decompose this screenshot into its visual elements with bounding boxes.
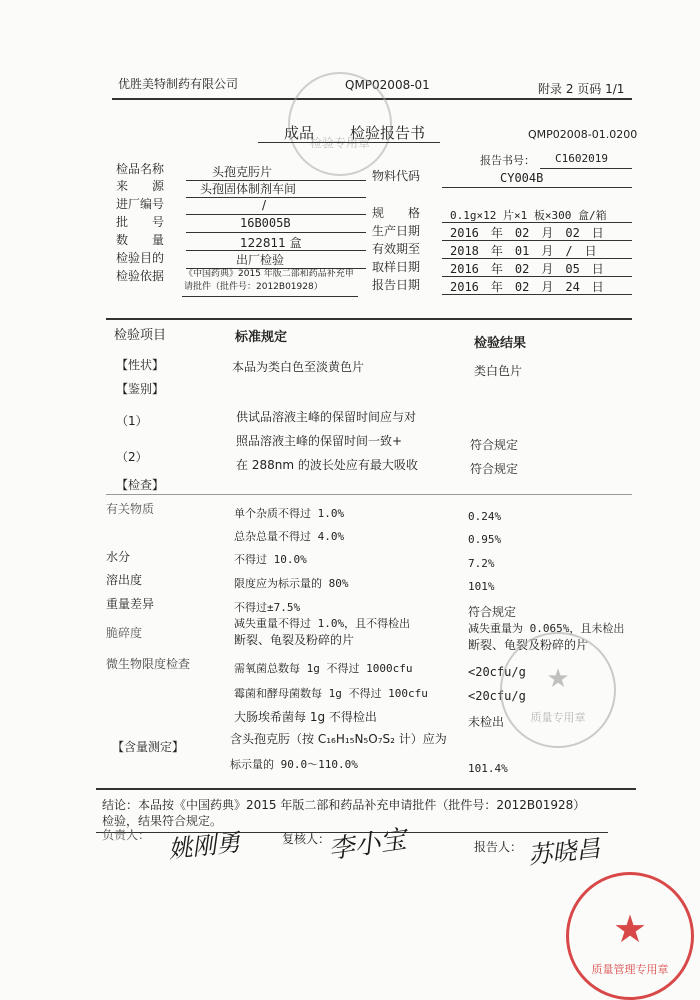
- table-row-item: 【性状】: [116, 358, 165, 372]
- table-row-item: 重量差异: [106, 597, 155, 611]
- table-row-item: 微生物限度检查: [106, 657, 191, 671]
- info-line: [442, 258, 632, 259]
- table-row-result: 101%: [468, 580, 495, 593]
- table-row-standard: 标示量的 90.0～110.0%: [230, 758, 358, 771]
- table-row-result: 7.2%: [468, 557, 495, 570]
- table-row-item: 水分: [106, 550, 131, 564]
- title-prefix: 成品: [284, 124, 315, 142]
- info-value-material: CY004B: [500, 171, 544, 185]
- table-row-standard: 不得过±7.5%: [234, 601, 301, 614]
- info-label-name: 检品名称: [116, 162, 165, 176]
- table-row-result: 减失重量为 0.065%，且未检出: [468, 622, 625, 635]
- form-code: QMP02008-01.0200: [528, 128, 638, 141]
- table-row-item: （2）: [116, 450, 148, 464]
- table-row-standard: 供试品溶液主峰的保留时间应与对: [236, 410, 417, 424]
- table-row-standard: 含头孢克肟（按 C₁₆H₁₅N₅O₇S₂ 计）应为: [230, 732, 447, 746]
- table-row-standard: 霉菌和酵母菌数每 1g 不得过 100cfu: [234, 687, 428, 700]
- title-underline: [258, 142, 440, 143]
- reporter-signature: 苏晓昌: [526, 834, 602, 870]
- info-label-material: 物料代码: [372, 169, 421, 183]
- section-divider: [106, 494, 632, 495]
- table-row-item: 有关物质: [106, 502, 155, 516]
- column-header-result: 检验结果: [474, 336, 527, 351]
- conclusion-line-1: 结论：本品按《中国药典》2015 年版二部和药品补充申请批件（批件号：2012B01928）: [102, 798, 586, 812]
- table-row-standard: 照品溶液主峰的保留时间一致+: [236, 434, 403, 448]
- table-row-standard: 减失重量不得过 1.0%，且不得检出: [234, 617, 411, 630]
- table-row-item: 脆碎度: [106, 626, 143, 640]
- report-no-label: 报告书号：: [480, 154, 535, 167]
- table-row-result: 0.95%: [468, 533, 502, 546]
- footer-separator: [96, 788, 636, 790]
- info-label-purpose: 检验目的: [116, 251, 165, 265]
- info-value-batch: 16B005B: [240, 216, 291, 230]
- table-row-result: 符合规定: [470, 462, 519, 476]
- reporter-label: 报告人：: [474, 840, 523, 854]
- info-line: [186, 197, 366, 198]
- table-row-standard: 需氧菌总数每 1g 不得过 1000cfu: [234, 662, 413, 675]
- table-row-item: 溶出度: [106, 573, 143, 587]
- column-header-standard: 标准规定: [235, 330, 288, 345]
- info-label-entry: 进厂编号: [116, 197, 165, 211]
- company-stamp: ★ 质量管理专用章: [566, 872, 694, 1000]
- info-value-basis: 《中国药典》2015 年版二部和药品补充申请批件（批件号：2012B01928）: [184, 269, 354, 292]
- info-value-entry: /: [262, 198, 267, 212]
- reviewer-signature: 李小宝: [326, 824, 409, 866]
- info-value-qty: 122811 盒: [240, 236, 302, 250]
- table-row-item: （1）: [116, 414, 148, 428]
- star-icon: ★: [546, 664, 570, 694]
- table-row-standard: 断裂、龟裂及粉碎的片: [234, 633, 355, 647]
- header-separator: [106, 318, 632, 320]
- table-row-item: 【检查】: [116, 478, 165, 492]
- table-row-result: 符合规定: [468, 605, 517, 619]
- info-value-name: 头孢克肟片: [212, 165, 273, 179]
- info-line: [182, 296, 358, 297]
- responsible-label: 负责人：: [102, 828, 151, 842]
- appendix-page: 附录 2 页码 1/1: [538, 82, 625, 96]
- table-row-result: 符合规定: [470, 438, 519, 452]
- table-row-result: 未检出: [468, 715, 505, 729]
- table-row-result: 101.4%: [468, 762, 508, 775]
- table-row-standard: 大肠埃希菌每 1g 不得检出: [234, 710, 377, 724]
- table-row-standard: 本品为类白色至淡黄色片: [232, 360, 365, 374]
- company-name: 优胜美特制药有限公司: [118, 77, 239, 91]
- info-label-spec: 规 格: [372, 206, 421, 220]
- info-line: [442, 294, 632, 295]
- table-row-standard: 限度应为标示量的 80%: [234, 577, 349, 590]
- info-label-source: 来 源: [116, 179, 165, 193]
- table-row-result: 断裂、龟裂及粉碎的片: [468, 638, 589, 652]
- info-label-sample-date: 取样日期: [372, 260, 421, 274]
- star-icon: ★: [612, 907, 648, 951]
- table-row-result: <20cfu/g: [468, 689, 526, 703]
- quality-stamp: ★ 质量专用章: [500, 632, 616, 748]
- reviewer-label: 复核人：: [282, 832, 331, 846]
- report-no-line: [540, 168, 632, 169]
- info-value-source: 头孢固体制剂车间: [200, 182, 297, 196]
- info-value-purpose: 出厂检验: [236, 253, 285, 267]
- inspection-stamp: 检验专用章: [288, 72, 392, 176]
- table-row-result: 0.24%: [468, 510, 502, 523]
- table-row-item: 【鉴别】: [116, 382, 165, 396]
- info-line: [186, 232, 366, 233]
- table-row-standard: 不得过 10.0%: [234, 553, 307, 566]
- info-label-qty: 数 量: [116, 233, 165, 247]
- conclusion-line-2: 检验，结果符合规定。: [102, 814, 223, 828]
- table-row-item: 【含量测定】: [112, 740, 185, 754]
- info-line: [442, 240, 632, 241]
- info-label-expiry: 有效期至: [372, 242, 421, 256]
- table-row-standard: 总杂总量不得过 4.0%: [234, 530, 345, 543]
- table-row-standard: 在 288nm 的波长处应有最大吸收: [236, 458, 418, 472]
- info-label-report-date: 报告日期: [372, 278, 421, 292]
- responsible-signature: 姚刚勇: [166, 828, 242, 864]
- report-no-value: C1602019: [555, 152, 608, 165]
- column-header-item: 检验项目: [114, 328, 167, 343]
- info-label-batch: 批 号: [116, 215, 165, 229]
- table-row-result: 类白色片: [474, 364, 523, 378]
- info-value-spec: 0.1g×12 片×1 板×300 盒/箱: [450, 209, 607, 222]
- info-line: [186, 214, 366, 215]
- info-label-prod-date: 生产日期: [372, 224, 421, 238]
- info-line: [442, 276, 632, 277]
- info-value-report-date: 2016 年 02 月 24 日: [450, 280, 604, 294]
- info-line: [442, 222, 632, 223]
- table-row-standard: 单个杂质不得过 1.0%: [234, 507, 345, 520]
- info-line: [442, 187, 632, 188]
- info-value-prod-date: 2016 年 02 月 02 日: [450, 226, 604, 240]
- doc-code: QMP02008-01: [345, 78, 430, 92]
- info-label-basis: 检验依据: [116, 269, 165, 283]
- info-value-sample-date: 2016 年 02 月 05 日: [450, 262, 604, 276]
- info-value-expiry: 2018 年 01 月 / 日: [450, 244, 597, 258]
- page-title: 检验报告书: [350, 124, 426, 142]
- table-row-result: <20cfu/g: [468, 665, 526, 679]
